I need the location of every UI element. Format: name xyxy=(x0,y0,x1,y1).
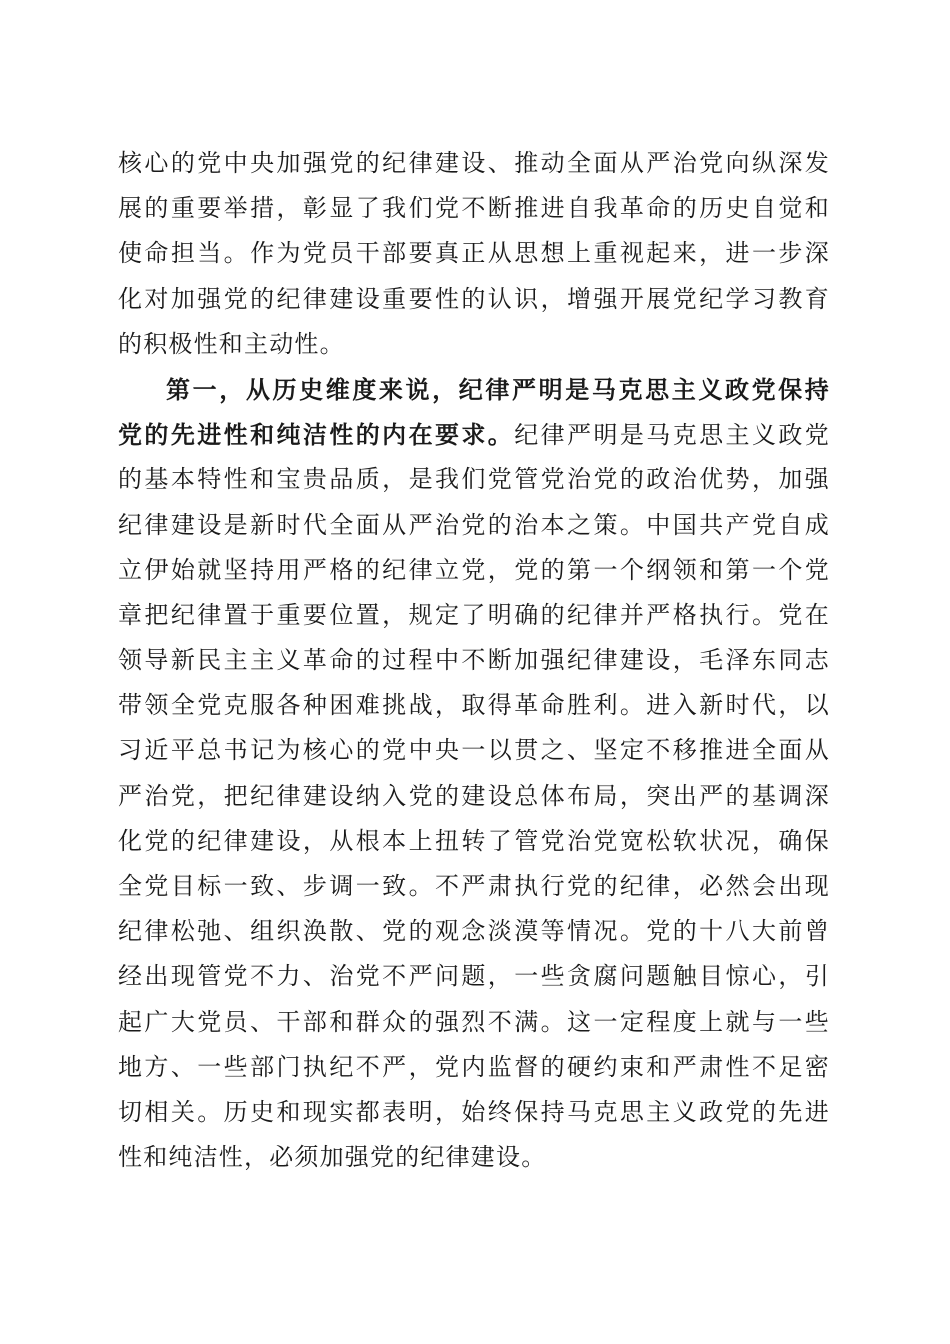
text-line: 习近平总书记为核心的党中央一以贯之、坚定不移推进全面从 xyxy=(118,736,830,765)
text-line: 化党的纪律建设，从根本上扭转了管党治党宽松软状况，确保 xyxy=(118,826,830,855)
text-line: 章把纪律置于重要位置，规定了明确的纪律并严格执行。党在 xyxy=(118,600,830,629)
body-text xyxy=(118,141,830,1180)
text-line: 带领全党克服各种困难挑战，取得革命胜利。进入新时代，以 xyxy=(118,691,830,720)
text-line: 经出现管党不力、治党不严问题，一些贪腐问题触目惊心，引 xyxy=(118,962,830,991)
text-line: 全党目标一致、步调一致。不严肃执行党的纪律，必然会出现 xyxy=(118,872,830,900)
section-heading-tail: 党的先进性和纯洁性的内在要求。 xyxy=(118,420,515,450)
text-span: 纪律严明是马克思主义政党 xyxy=(514,421,831,450)
text-line: 性和纯洁性，必须加强党的纪律建设。 xyxy=(118,1143,547,1172)
text-line: 化对加强党的纪律建设重要性的认识，增强开展党纪学习教育 xyxy=(118,284,830,313)
text-line: 的基本特性和宝贵品质，是我们党管党治党的政治优势，加强 xyxy=(118,465,830,494)
text-line: 的积极性和主动性。 xyxy=(118,329,345,358)
text-line: 纪律建设是新时代全面从严治党的治本之策。中国共产党自成 xyxy=(118,510,830,539)
text-line: 起广大党员、干部和群众的强烈不满。这一定程度上就与一些 xyxy=(118,1007,830,1036)
text-line: 使命担当。作为党员干部要真正从思想上重视起来，进一步深 xyxy=(118,239,830,268)
text-line: 领导新民主主义革命的过程中不断加强纪律建设，毛泽东同志 xyxy=(118,646,830,675)
text-line: 立伊始就坚持用严格的纪律立党，党的第一个纲领和第一个党 xyxy=(118,555,830,584)
text-line: 核心的党中央加强党的纪律建设、推动全面从严治党向纵深发 xyxy=(118,149,830,177)
section-heading-line: 第一，从历史维度来说，纪律严明是马克思主义政党保持 xyxy=(166,374,830,404)
text-line: 纪律松弛、组织涣散、党的观念淡漠等情况。党的十八大前曾 xyxy=(118,917,830,946)
text-line: 地方、一些部门执纪不严，党内监督的硬约束和严肃性不足密 xyxy=(118,1052,830,1081)
text-line: 切相关。历史和现实都表明，始终保持马克思主义政党的先进 xyxy=(118,1097,830,1126)
text-line: 展的重要举措，彰显了我们党不断推进自我革命的历史自觉和 xyxy=(118,194,830,223)
text-line: 严治党，把纪律建设纳入党的建设总体布局，突出严的基调深 xyxy=(118,781,830,810)
text-line-mixed xyxy=(118,412,830,457)
